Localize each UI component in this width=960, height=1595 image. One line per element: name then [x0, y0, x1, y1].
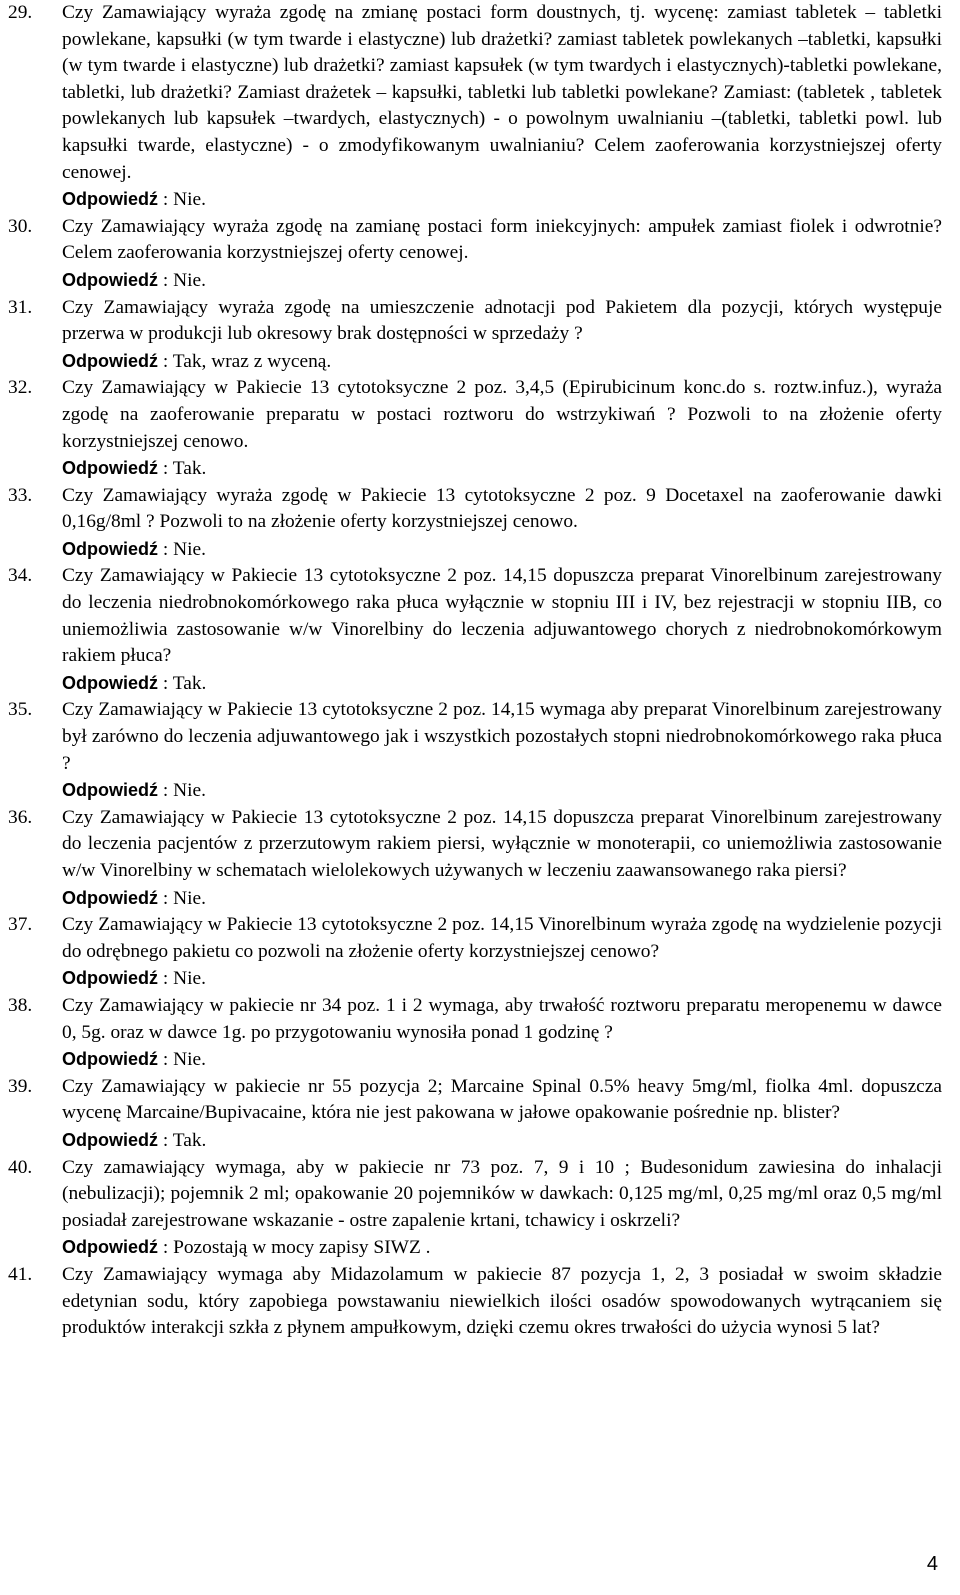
question-text: Czy Zamawiający w Pakiecie 13 cytotoksyczne 2 poz. 14,15 dopuszcza preparat Vinorelbinum zarejestrowany do leczenia pacjentów z przerzutowym rakiem piersi, wyłącznie w monoterapii, co uniemożliwia zastosowanie w/w Vinorelbiny w schematach wielolekowych używanych w leczeniu zaawansowanego raka piersi? [62, 806, 942, 881]
answer-text: : Tak. [158, 458, 207, 480]
answer-label: Odpowiedź [62, 350, 158, 371]
answer-line [62, 1046, 942, 1074]
answer-text: : Nie. [158, 780, 206, 802]
question-number: 41. [8, 1263, 33, 1285]
question-number: 30. [8, 215, 33, 237]
question-text: Czy zamawiający wymaga, aby w pakiecie nr 73 poz. 7, 9 i 10 ; Budesonidum zawiesina do inhalacji (nebulizacji); pojemnik 2 ml; opakowanie 20 pojemników w dawkach: 0,125 mg/ml, 0,25 mg/ml oraz 0,5 mg/ml posiadał zarejestrowane wskazanie - ostre zapalenie krtani, tchawicy i oskrzeli? [62, 1156, 942, 1231]
answer-line [62, 267, 942, 295]
answer-text: : Tak. [158, 672, 207, 694]
answer-label: Odpowiedź [62, 968, 158, 989]
answer-line [62, 1127, 942, 1155]
question-text: Czy Zamawiający wyraża zgodę na zamianę postaci form iniekcyjnych: ampułek zamiast fiolek i odwrotnie? Celem zaoferowania korzystniejszej oferty cenowej. [62, 215, 942, 264]
question-text: Czy Zamawiający w pakiecie nr 55 pozycja 2; Marcaine Spinal 0.5% heavy 5mg/ml, fiolka 4ml. dopuszcza wycenę Marcaine/Bupivacaine, która nie jest pakowana w jałowe opakowanie pośrednie np. blister? [62, 1075, 942, 1124]
answer-text: : Nie. [158, 968, 206, 990]
answer-label: Odpowiedź [62, 1237, 158, 1258]
question-item-34 [8, 563, 942, 697]
question-text: Czy Zamawiający w Pakiecie 13 cytotoksyczne 2 poz. 14,15 Vinorelbinum wyraża zgodę na wydzielenie pozycji do odrębnego pakietu co pozwoli na złożenie oferty korzystniejszej cenowo? [62, 914, 942, 962]
answer-label: Odpowiedź [62, 189, 158, 210]
question-number: 33. [8, 484, 33, 506]
question-number: 39. [8, 1075, 33, 1097]
answer-text: : Tak, wraz z wyceną. [158, 350, 332, 372]
question-text: Czy Zamawiający w Pakiecie 13 cytotoksyczne 2 poz. 14,15 wymaga aby preparat Vinorelbinum zarejestrowany był zarówno do leczenia adjuwantowego jak i wszystkich pozostałych stopni niedrobnokomórkowego raka płuca ? [62, 699, 942, 774]
answer-line [62, 348, 942, 376]
question-number: 36. [8, 806, 33, 828]
page-number: 4 [926, 1553, 938, 1575]
answer-label: Odpowiedź [62, 780, 158, 801]
answer-line [62, 777, 942, 805]
question-item-29 [8, 0, 942, 214]
answer-text: : Nie. [158, 189, 206, 211]
answer-text: : Nie. [158, 269, 206, 291]
answer-line [62, 885, 942, 913]
answer-text: : Tak. [158, 1129, 207, 1151]
question-number: 40. [8, 1156, 33, 1178]
question-number: 31. [8, 296, 33, 318]
question-number: 34. [8, 565, 33, 587]
answer-label: Odpowiedź [62, 458, 158, 479]
question-text: Czy Zamawiający w pakiecie nr 34 poz. 1 i 2 wymaga, aby trwałość roztworu preparatu meropenemu w dawce 0, 5g. oraz w dawce 1g. po przygotowaniu wynosiła ponad 1 godzinę ? [62, 994, 942, 1043]
answer-line [62, 1234, 942, 1262]
question-item-30 [8, 214, 942, 295]
question-text: Czy Zamawiający wyraża zgodę w Pakiecie 13 cytotoksyczne 2 poz. 9 Docetaxel na zaoferowanie dawki 0,16g/8ml ? Pozwoli to na złożenie oferty korzystniejszej cenowo. [62, 484, 942, 533]
question-item-41 [8, 1262, 942, 1342]
answer-line [62, 670, 942, 698]
document-body [8, 0, 942, 1342]
answer-label: Odpowiedź [62, 887, 158, 908]
question-item-31 [8, 295, 942, 376]
question-item-32 [8, 375, 942, 482]
question-text: Czy Zamawiający w Pakiecie 13 cytotoksyczne 2 poz. 3,4,5 (Epirubicinum konc.do s. roztw.infuz.), wyraża zgodę na zaoferowanie preparatu w postaci roztworu do wstrzykiwań ? Pozwoli to na złożenie oferty korzystniejszej cenowo. [62, 377, 942, 452]
answer-label: Odpowiedź [62, 1049, 158, 1070]
answer-label: Odpowiedź [62, 1129, 158, 1150]
answer-text: : Nie. [158, 1049, 206, 1071]
answer-line [62, 455, 942, 483]
question-item-39 [8, 1074, 942, 1155]
question-item-35 [8, 697, 942, 804]
question-number: 32. [8, 377, 33, 399]
question-number: 37. [8, 914, 33, 936]
question-text: Czy Zamawiający wyraża zgodę na umieszczenie adnotacji pod Pakietem dla pozycji, których występuje przerwa w produkcji lub okresowy brak dostępności w sprzedaży ? [62, 296, 942, 345]
question-number: 29. [8, 2, 33, 23]
answer-line [62, 186, 942, 214]
question-item-40 [8, 1155, 942, 1262]
answer-label: Odpowiedź [62, 672, 158, 693]
question-item-38 [8, 993, 942, 1074]
question-text: Czy Zamawiający wymaga aby Midazolamum w pakiecie 87 pozycja 1, 2, 3 posiadał w swoim składzie edetynian sodu, który zapobiega powstawaniu niewielkich ilości osadów spowodowanych wytrącaniem się produktów interakcji szkła z płynem ampułkowym, dzięki czemu okres trwałości do użycia wynosi 5 lat? [62, 1263, 942, 1339]
answer-line [62, 536, 942, 564]
question-text: Czy Zamawiający w Pakiecie 13 cytotoksyczne 2 poz. 14,15 dopuszcza preparat Vinorelbinum zarejestrowany do leczenia niedrobnokomórkowego raka płuca wyłącznie w stopniu III i IV, bez rejestracji w stopniu IIB, co uniemożliwia zastosowanie w/w Vinorelbiny do leczenia adjuwantowego chorych z niedrobnokomórkowym rakiem płuca? [62, 565, 942, 667]
answer-text: : Pozostają w mocy zapisy SIWZ . [158, 1237, 431, 1259]
question-item-33 [8, 483, 942, 564]
question-number: 35. [8, 699, 33, 721]
answer-label: Odpowiedź [62, 538, 158, 559]
answer-line [62, 965, 942, 993]
question-item-36 [8, 805, 942, 912]
answer-label: Odpowiedź [62, 269, 158, 290]
question-item-37 [8, 912, 942, 993]
question-text: Czy Zamawiający wyraża zgodę na zmianę postaci form doustnych, tj. wycenę: zamiast tabletek – tabletki powlekane, kapsułki (w tym twarde i elastyczne) lub drażetki? zamiast tabletek powlekanych –tabletki, kapsułki (w tym twarde i elastyczne) lub drażetki? zamiast kapsułek (w tym twardych i elastycznych)-tabletki powlekane, tabletki, lub drażetki? Zamiast drażetek – kapsułki, tabletki lub tabletki powlekane? Zamiast: (tabletek , tabletek powlekanych lub kapsułek –twardych, elastycznych) - o powolnym uwalnianiu –(tabletki, tabletki powl. lub kapsułki twarde, elastyczne) - o zmodyfikowanym uwalnianiu? Celem zaoferowania korzystniejszej oferty cenowej. [62, 2, 942, 183]
question-number: 38. [8, 994, 33, 1016]
answer-text: : Nie. [158, 887, 206, 909]
answer-text: : Nie. [158, 538, 206, 560]
